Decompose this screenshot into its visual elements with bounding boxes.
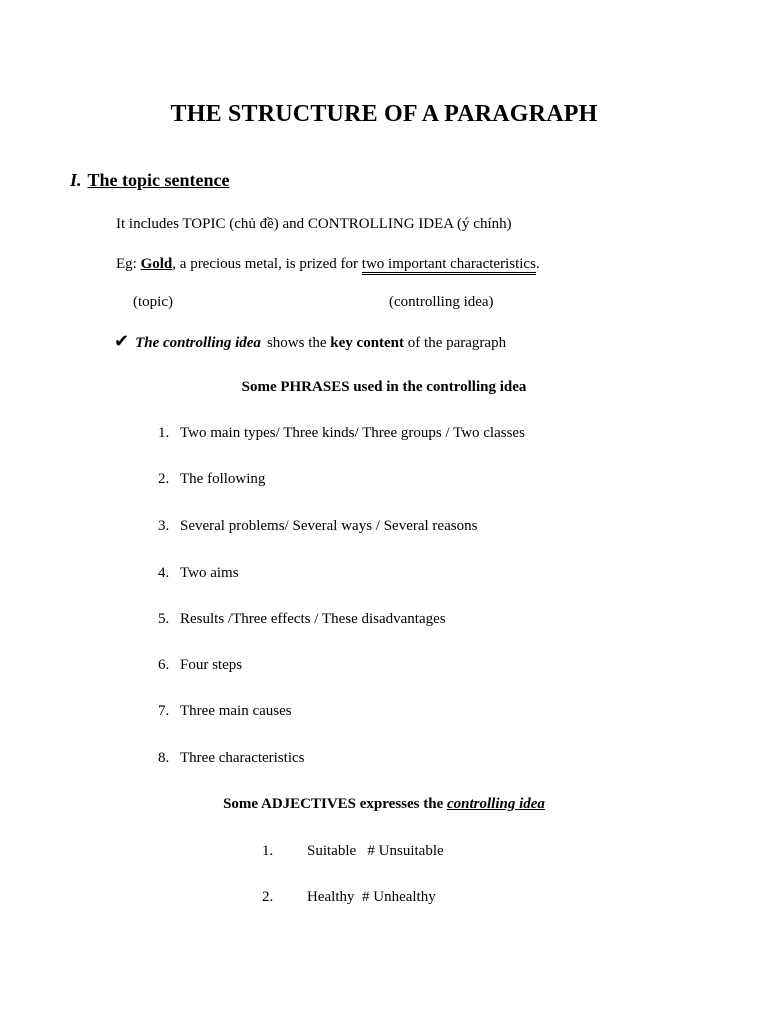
list-item bbox=[158, 750, 305, 767]
list-text: Two main types/ Three kinds/ Three groups / Two classes bbox=[180, 425, 525, 441]
adjectives-heading-italic: controlling idea bbox=[446, 796, 545, 812]
check-line bbox=[114, 331, 506, 352]
example-prefix: Eg: bbox=[116, 256, 141, 272]
example-end: . bbox=[535, 256, 540, 272]
adjectives-heading-text: Some ADJECTIVES expresses the bbox=[223, 796, 447, 812]
list-text: Results /Three effects / These disadvantages bbox=[180, 611, 446, 627]
check-text-2: of the paragraph bbox=[404, 335, 507, 351]
list-number: 5. bbox=[158, 611, 170, 627]
list-text: Two aims bbox=[180, 565, 239, 581]
list-text: Several problems/ Several ways / Several reasons bbox=[180, 518, 478, 534]
list-item bbox=[158, 471, 265, 488]
list-item bbox=[262, 889, 436, 906]
check-icon: ✔ bbox=[114, 331, 130, 352]
list-number: 2. bbox=[262, 889, 274, 905]
example-topic-word: Gold bbox=[140, 256, 173, 272]
page-title: THE STRUCTURE OF A PARAGRAPH bbox=[170, 101, 598, 127]
list-number: 2. bbox=[158, 471, 170, 487]
list-number: 4. bbox=[158, 565, 170, 581]
list-text: The following bbox=[180, 471, 266, 487]
adjectives-heading bbox=[0, 796, 768, 813]
example-line bbox=[116, 256, 540, 273]
controlling-idea-emphasis: The controlling idea bbox=[135, 335, 261, 351]
topic-label: (topic) bbox=[133, 294, 173, 310]
list-text: Three characteristics bbox=[180, 750, 305, 766]
check-text-1: shows the bbox=[266, 335, 331, 351]
list-text: Three main causes bbox=[180, 703, 292, 719]
list-item bbox=[158, 611, 446, 628]
key-content: key content bbox=[330, 335, 405, 351]
list-number: 3. bbox=[158, 518, 170, 534]
list-text: Suitable # Unsuitable bbox=[307, 843, 444, 859]
list-item bbox=[158, 565, 239, 582]
list-item bbox=[262, 843, 444, 860]
controlling-idea-label: (controlling idea) bbox=[389, 294, 494, 310]
list-text: Healthy # Unhealthy bbox=[307, 889, 436, 905]
example-controlling-phrase: two important characteristics bbox=[362, 256, 536, 275]
list-item bbox=[158, 518, 477, 535]
section-heading bbox=[70, 170, 230, 191]
list-number: 1. bbox=[158, 425, 170, 441]
list-item bbox=[158, 425, 525, 442]
phrases-heading: Some PHRASES used in the controlling idea bbox=[241, 379, 527, 395]
list-number: 8. bbox=[158, 750, 170, 766]
section-title: The topic sentence bbox=[87, 170, 230, 190]
section-number: I. bbox=[70, 170, 82, 190]
list-item bbox=[158, 703, 292, 720]
includes-line: It includes TOPIC (chủ đề) and CONTROLLING IDEA (ý chính) bbox=[116, 216, 512, 232]
list-item bbox=[158, 657, 242, 674]
list-number: 6. bbox=[158, 657, 170, 673]
list-number: 7. bbox=[158, 703, 170, 719]
list-number: 1. bbox=[262, 843, 274, 859]
example-middle: , a precious metal, is prized for bbox=[172, 256, 362, 272]
list-text: Four steps bbox=[180, 657, 243, 673]
